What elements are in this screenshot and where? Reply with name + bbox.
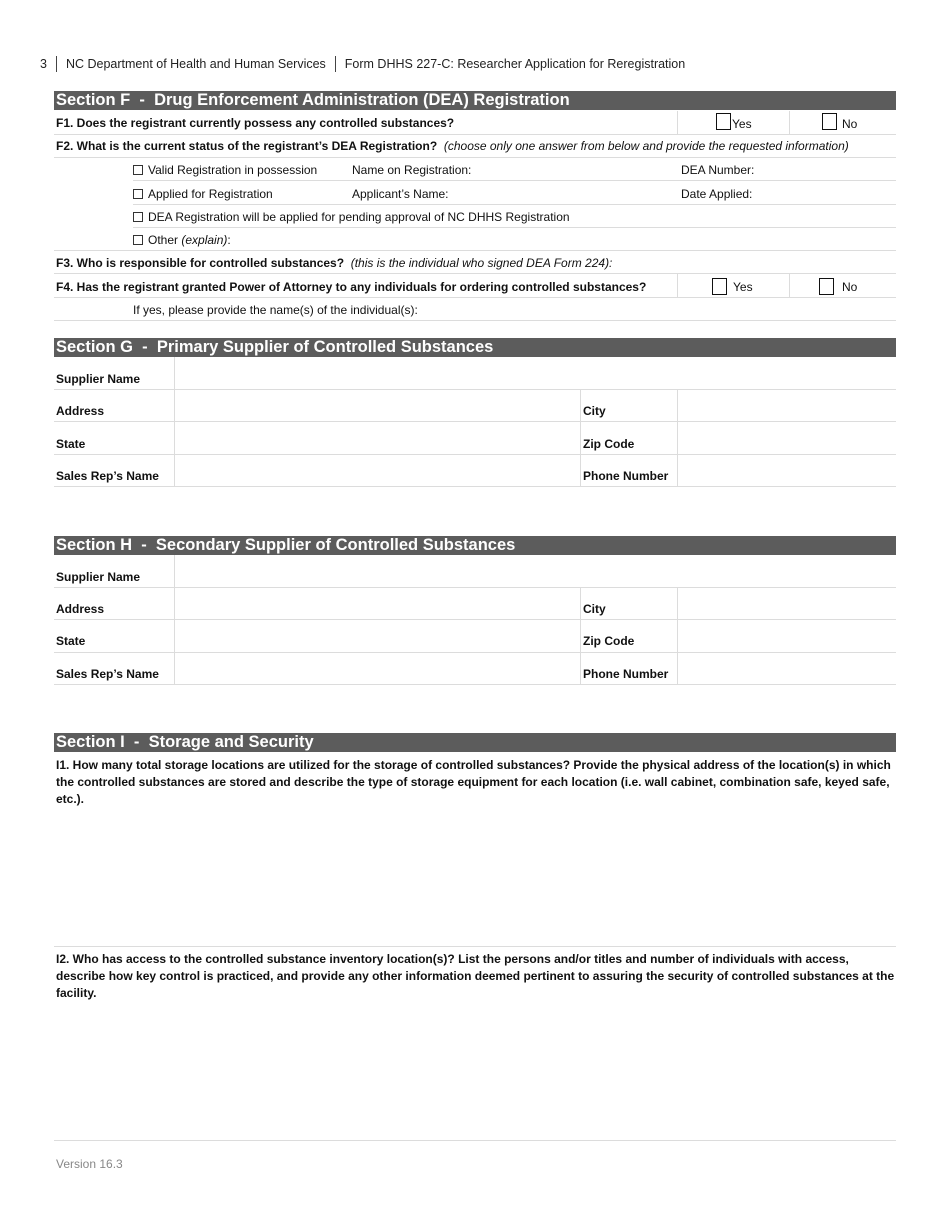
row-rule [54, 652, 896, 653]
row-rule [54, 297, 896, 298]
h-address-label: Address [56, 602, 105, 616]
g-supplier-name-field[interactable] [176, 360, 894, 388]
g-sales-rep-label: Sales Rep’s Name [56, 469, 159, 483]
row-rule [54, 157, 896, 158]
header-divider [335, 56, 336, 72]
h-city-field[interactable] [679, 589, 894, 618]
page-number: 3 [40, 57, 47, 71]
column-divider [580, 587, 581, 684]
f4-followup: If yes, please provide the name(s) of the individual(s): [133, 303, 418, 317]
column-divider [677, 389, 678, 486]
g-city-field[interactable] [679, 391, 894, 420]
f1-yes-checkbox[interactable] [716, 113, 731, 130]
i2-question: I2. Who has access to the controlled substance inventory location(s)? List the persons and/or titles and number of individuals with access, describe how key control is practiced, and provide any other information deemed pertinent to assuring the security of controlled substances at the facility. [56, 952, 895, 1000]
f2-instruction: (choose only one answer from below and provide the requested information) [443, 139, 849, 153]
section-h-title: Section H - Secondary Supplier of Controlled Substances [54, 536, 896, 555]
version-label: Version 16.3 [56, 1157, 123, 1171]
h-supplier-name-label: Supplier Name [56, 570, 141, 584]
g-sales-rep-field[interactable] [176, 456, 578, 485]
column-divider [677, 274, 678, 297]
f2-option-applied[interactable]: Applied for Registration [133, 187, 273, 202]
f2-option-other[interactable]: Other (explain): [133, 233, 231, 248]
row-rule [54, 250, 896, 251]
i1-question: I1. How many total storage locations are utilized for the storage of controlled substances? Provide the physical address of the location(s) in which the controlled substances are stored and describe the type of storage equipment for each location (i.e. wall cabinet, combination safe, keyed safe, etc.). [56, 758, 891, 806]
column-divider [677, 111, 678, 134]
g-zip-label: Zip Code [583, 437, 635, 451]
checkbox-icon[interactable] [133, 235, 143, 245]
f4-no-label: No [842, 280, 858, 294]
g-phone-label: Phone Number [583, 469, 669, 483]
g-phone-field[interactable] [679, 456, 894, 485]
name-on-registration-label: Name on Registration: [352, 163, 472, 177]
f3-question: F3. Who is responsible for controlled substances? [56, 256, 345, 270]
g-state-field[interactable] [176, 423, 578, 453]
row-rule [54, 134, 896, 135]
row-rule [54, 454, 896, 455]
column-divider [789, 274, 790, 297]
footer-rule [54, 1140, 896, 1141]
checkbox-icon[interactable] [133, 165, 143, 175]
dea-number-label: DEA Number: [681, 163, 755, 177]
i1-answer-area[interactable] [56, 812, 894, 944]
h-zip-label: Zip Code [583, 634, 635, 648]
g-city-label: City [583, 404, 606, 418]
h-city-label: City [583, 602, 606, 616]
row-rule [54, 273, 896, 274]
g-zip-field[interactable] [679, 423, 894, 453]
department-name: NC Department of Health and Human Services [65, 57, 326, 71]
column-divider [580, 389, 581, 486]
row-rule [133, 227, 896, 228]
f4-yes-checkbox[interactable] [712, 278, 727, 295]
section-g-title: Section G - Primary Supplier of Controlled Substances [54, 338, 896, 357]
f2-row [56, 139, 849, 154]
section-i-title: Section I - Storage and Security [54, 733, 896, 752]
row-rule [54, 421, 896, 422]
row-rule [133, 180, 896, 181]
header-divider [56, 56, 57, 72]
checkbox-icon[interactable] [133, 189, 143, 199]
row-rule [133, 204, 896, 205]
section-f-title: Section F - Drug Enforcement Administration (DEA) Registration [54, 91, 896, 110]
f1-no-checkbox[interactable] [822, 113, 837, 130]
f1-question: F1. Does the registrant currently possess any controlled substances? [56, 116, 455, 130]
row-rule [54, 320, 896, 321]
f3-row [56, 256, 612, 271]
f2-option-valid[interactable]: Valid Registration in possession [133, 163, 317, 178]
g-address-field[interactable] [176, 391, 578, 420]
i2-answer-area[interactable] [56, 990, 894, 1135]
row-rule [54, 389, 896, 390]
date-applied-label: Date Applied: [681, 187, 753, 201]
f4-question: F4. Has the registrant granted Power of Attorney to any individuals for ordering controlled substances? [56, 280, 647, 294]
h-address-field[interactable] [176, 589, 578, 618]
f1-no-label: No [842, 117, 858, 131]
row-rule [54, 619, 896, 620]
applicant-name-label: Applicant’s Name: [352, 187, 449, 201]
h-sales-rep-field[interactable] [176, 654, 578, 683]
checkbox-icon[interactable] [133, 212, 143, 222]
f4-no-checkbox[interactable] [819, 278, 834, 295]
h-state-label: State [56, 634, 86, 648]
h-supplier-name-field[interactable] [176, 558, 894, 586]
row-rule [54, 684, 896, 685]
h-state-field[interactable] [176, 621, 578, 651]
g-address-label: Address [56, 404, 105, 418]
h-sales-rep-label: Sales Rep’s Name [56, 667, 159, 681]
h-phone-label: Phone Number [583, 667, 669, 681]
f4-yes-label: Yes [733, 280, 753, 294]
row-rule [54, 587, 896, 588]
g-supplier-name-label: Supplier Name [56, 372, 141, 386]
f3-instruction: (this is the individual who signed DEA Form 224): [350, 256, 613, 270]
page-header [40, 56, 685, 72]
g-state-label: State [56, 437, 86, 451]
column-divider [789, 111, 790, 134]
form-title: Form DHHS 227-C: Researcher Application for Reregistration [344, 57, 686, 71]
column-divider [677, 587, 678, 684]
row-rule [54, 486, 896, 487]
h-phone-field[interactable] [679, 654, 894, 683]
f1-yes-label: Yes [732, 117, 752, 131]
row-rule [54, 946, 896, 947]
f2-option-pending[interactable]: DEA Registration will be applied for pending approval of NC DHHS Registration [133, 210, 570, 225]
h-zip-field[interactable] [679, 621, 894, 651]
f2-question: F2. What is the current status of the registrant’s DEA Registration? [56, 139, 438, 153]
